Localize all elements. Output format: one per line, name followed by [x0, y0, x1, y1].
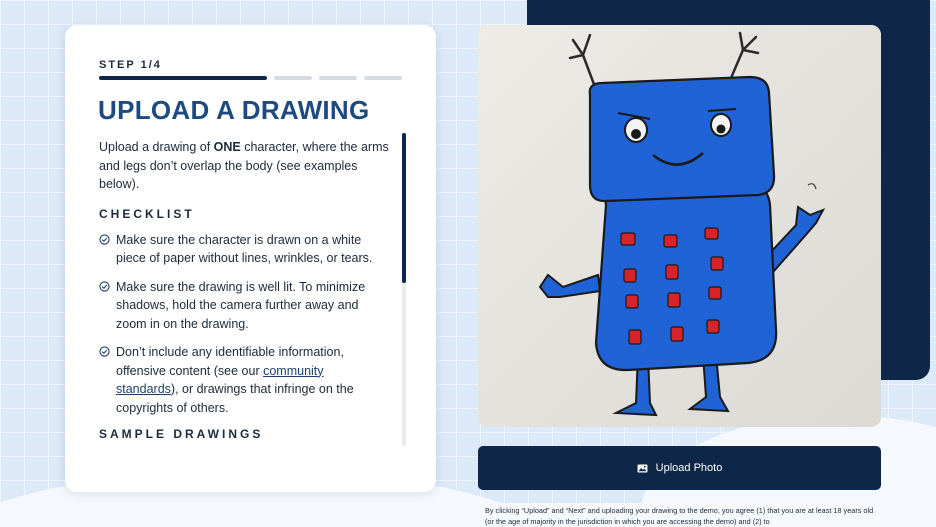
image-icon [637, 464, 648, 473]
progress-segment-4 [364, 76, 402, 80]
check-circle-icon [99, 346, 110, 357]
sample-drawings-heading: SAMPLE DRAWINGS [99, 427, 264, 441]
scrollbar-thumb[interactable] [402, 133, 406, 283]
progress-segment-2 [274, 76, 312, 80]
checklist-item: Make sure the drawing is well lit. To minimize shadows, hold the camera further away and zoom in on the drawing. [99, 278, 389, 334]
community-standards-link[interactable]: community standards [116, 363, 324, 396]
robot-drawing [478, 25, 881, 427]
check-circle-icon [99, 234, 110, 245]
legal-disclaimer: By clicking “Upload” and “Next” and uploading your drawing to the demo, you agree (1) that you are at least 18 years old (or the age of majority in the jurisdiction in which you are accessing the demo) and (2) to [481, 503, 881, 527]
checklist-item: Make sure the character is drawn on a white piece of paper without lines, wrinkles, or tears. [99, 231, 389, 268]
scrollbar[interactable] [402, 133, 406, 446]
upload-photo-label: Upload Photo [655, 462, 723, 474]
checklist-item: Don’t include any identifiable information, offensive content (see our community standards), or drawings that infringe on the copyrights of others. [99, 343, 389, 417]
step-progress [99, 76, 402, 80]
intro-text: Upload a drawing of ONE character, where the arms and legs don’t overlap the body (see examples below). [99, 140, 389, 191]
instructions-scroll-area[interactable] [99, 138, 389, 443]
progress-segment-1 [99, 76, 267, 80]
check-circle-icon [99, 281, 110, 292]
instructions-card [65, 25, 436, 492]
checklist [99, 231, 389, 418]
checklist-heading: CHECKLIST [99, 206, 195, 221]
step-label: STEP 1/4 [99, 59, 162, 71]
intro-emphasis: ONE [213, 140, 241, 154]
upload-photo-button[interactable] [478, 446, 881, 490]
drawing-preview-image [478, 25, 881, 427]
page-title: UPLOAD A DRAWING [98, 95, 370, 125]
progress-segment-3 [319, 76, 357, 80]
